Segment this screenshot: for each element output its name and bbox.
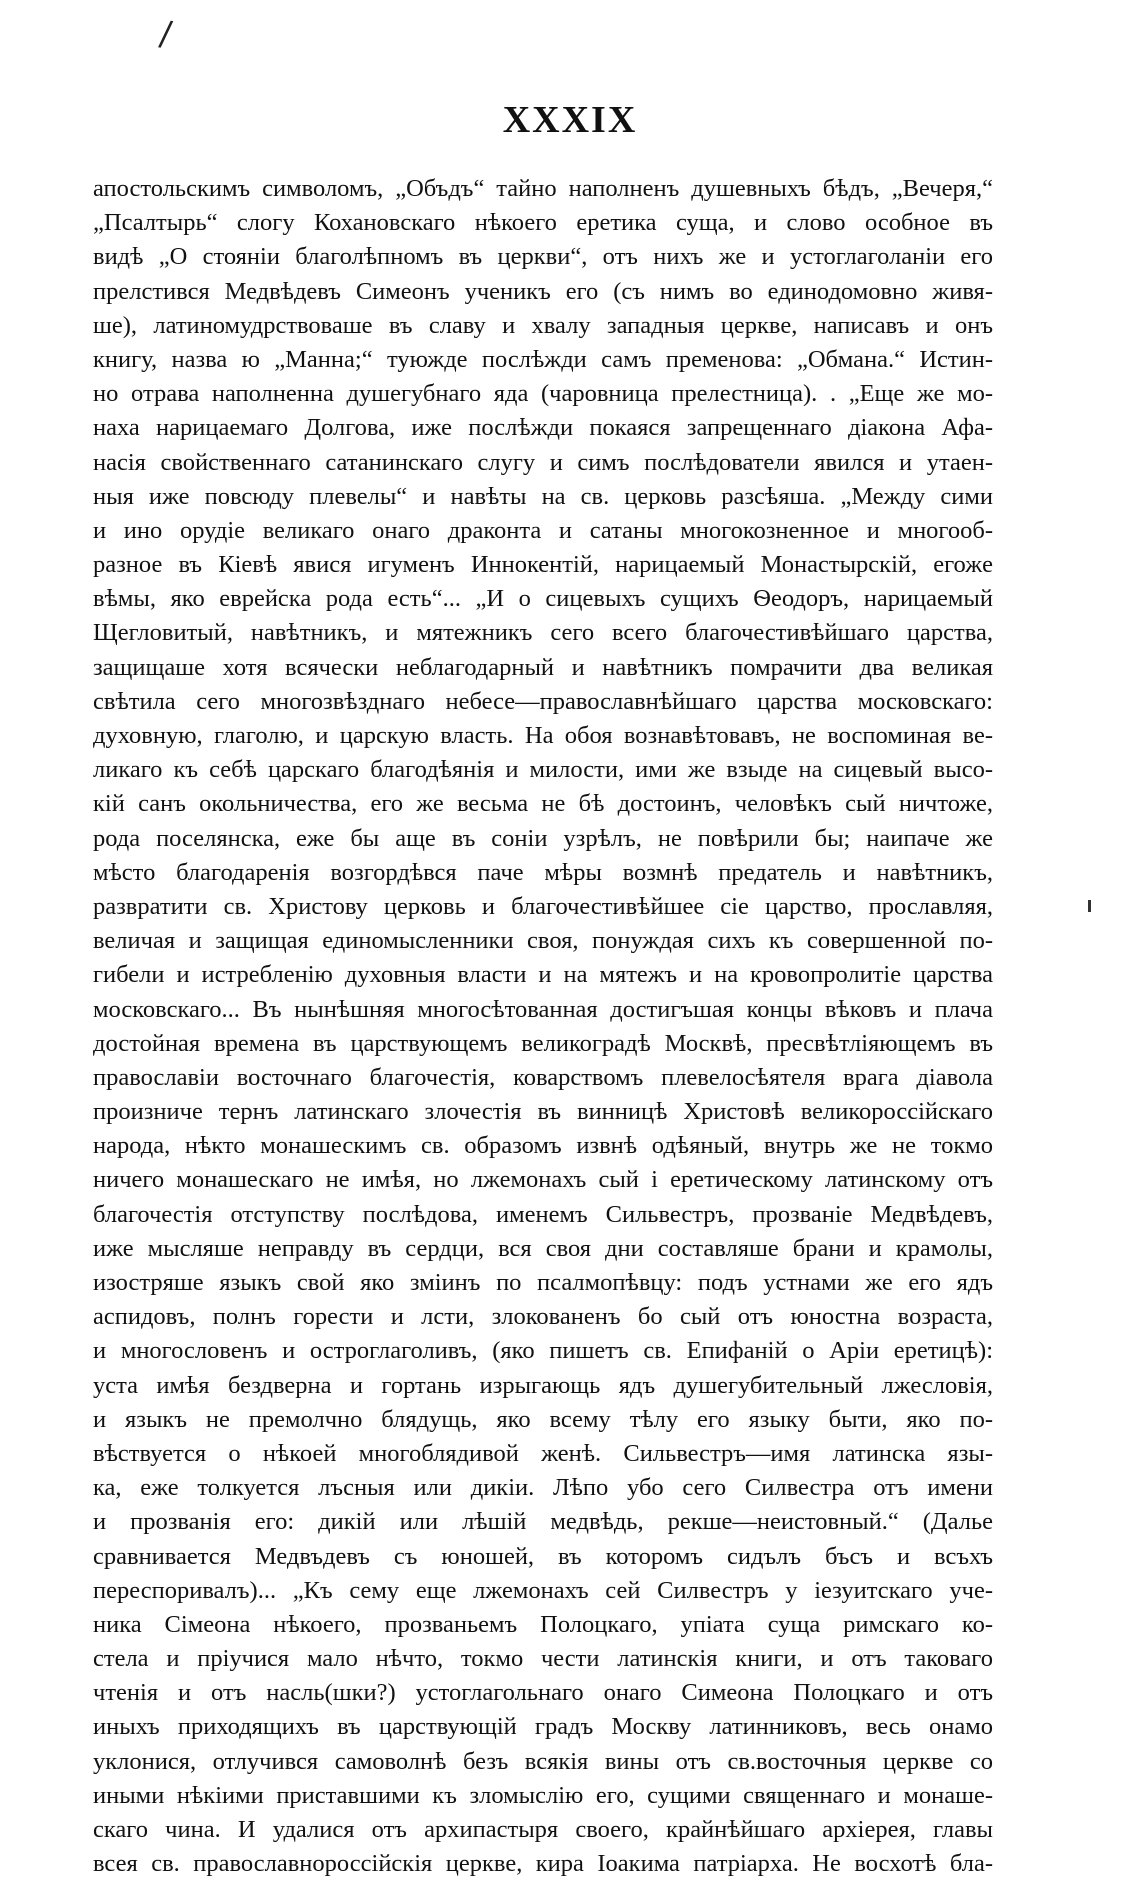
text-line: и многословенъ и остроглаголивъ, (яко пишетъ св. Епифаній о Аріи еретицѣ): — [93, 1337, 993, 1365]
text-line: всея св. православнороссійскія церкве, кира Іоакима патріарха. Не восхотѣ бла- — [93, 1850, 993, 1878]
text-line: рода поселянска, еже бы аще въ соніи узрѣлъ, не повѣрили бы; наипаче же — [93, 824, 993, 852]
stray-mark — [1088, 900, 1091, 912]
text-line: „Псалтырь“ слогу Кохановскаго нѣкоего еретика суща, и слово особное въ — [93, 209, 993, 237]
text-line: ше), латиномудрствоваше въ славу и хвалу западныя церкве, написавъ и онъ — [93, 311, 993, 339]
text-line: развратити св. Христову церковь и благочестивѣйшее сіе царство, прославляя, — [93, 892, 993, 920]
text-line: переспоривалъ)... „Къ сему еще лжемонахъ сей Силвестръ у іезуитскаго уче- — [93, 1576, 993, 1604]
text-line: ликаго къ себѣ царскаго благодѣянія и милости, ими же взыде на сицевый высо- — [93, 756, 993, 784]
text-line: скаго чина. И удалися отъ архипастыря своего, крайнѣйшаго архіерея, главы — [93, 1816, 993, 1843]
text-line: но отрава наполненна душегубнаго яда (чаровница прелестница). . „Еще же мо- — [93, 380, 993, 408]
text-line: кій санъ окольничества, его же весьма не бѣ достоинъ, человѣкъ сый ничтоже, — [93, 790, 993, 818]
text-line: гибели и истребленію духовныя власти и на мятежъ и на кровопролитіе царства — [93, 961, 993, 989]
text-line: мѣсто благодаренія возгордѣвся паче мѣры возмнѣ предатель и навѣтникъ, — [93, 858, 993, 886]
text-line: московскаго... Въ нынѣшняя многосѣтованная достигъшая концы вѣковъ и плача — [93, 995, 993, 1023]
text-line: иже мысляше неправду въ сердци, вся своя дни составляше брани и крамолы, — [93, 1234, 993, 1262]
text-line: народа, нѣкто монашескимъ св. образомъ извнѣ одѣяный, внутрь же не токмо — [93, 1132, 993, 1160]
text-line: видѣ „О стояніи благолѣпномъ въ церкви“, отъ нихъ же и устоглаголаніи его — [93, 243, 993, 271]
text-line: изостряше языкъ свой яко зміинъ по псалмопѣвцу: подъ устнами же его ядъ — [93, 1269, 993, 1296]
text-line: величая и защищая единомысленники своя, понуждая сихъ къ совершенной по- — [93, 927, 993, 955]
text-line: прелстився Медвѣдевъ Симеонъ ученикъ его (съ нимъ во единодомовно живя- — [93, 277, 993, 305]
text-line: ныя иже повсюду плевелы“ и навѣты на св. церковь разсѣяша. „Между сими — [93, 482, 993, 510]
text-line: свѣтила сего многозвѣзднаго небесе—православнѣйшаго царства московскаго: — [93, 687, 993, 715]
text-line: аспидовъ, полнъ горести и лсти, злокованенъ бо сый отъ юностна возраста, — [93, 1303, 993, 1331]
text-line: иныхъ приходящихъ въ царствующій градъ Москву латинниковъ, весь онамо — [93, 1713, 993, 1741]
text-line: вѣмы, яко еврейска рода есть“... „И о сицевыхъ сущихъ Ѳеодоръ, нарицаемый — [93, 585, 993, 613]
text-line: сравнивается Медвъдевъ съ юношей, въ которомъ сидълъ бъсъ и всъхъ — [93, 1542, 993, 1570]
text-line: стела и пріучися мало нѣчто, токмо чести латинскія книги, и отъ таковаго — [93, 1645, 993, 1673]
page-number: XXXIX — [502, 99, 638, 141]
text-line: и языкъ не премолчно блядущь, яко всему тѣлу его языку быти, яко по- — [93, 1405, 993, 1433]
text-line: ника Сімеона нѣкоего, прозваньемъ Полоцкаго, упіата суща римскаго ко- — [93, 1610, 993, 1638]
text-line: уста имѣя бездверна и гортань изрыгающь ядъ душегубительный лжесловія, — [93, 1371, 993, 1399]
text-line: наха нарицаемаго Долгова, иже послѣжди покаяся запрещеннаго діакона Афа- — [93, 414, 993, 442]
text-line: защищаше хотя всячески неблагодарный и навѣтникъ помрачити два великая — [93, 653, 993, 681]
text-line: чтенія и отъ насль(шки?) устоглагольнаго онаго Симеона Полоцкаго и отъ — [93, 1679, 993, 1707]
text-line: насія свойственнаго сатанинскаго слугу и симъ послѣдователи явился и утаен- — [93, 448, 993, 476]
text-line: уклонися, отлучився самоволнѣ безъ всякія вины отъ св.восточныя церкве со — [93, 1747, 993, 1775]
text-line: разное въ Кіевѣ явися игуменъ Иннокентій, нарицаемый Монастырскій, егожe — [93, 551, 993, 579]
text-line: духовную, глаголю, и царскую власть. На обоя вознавѣтовавъ, не воспоминая ве- — [93, 722, 993, 749]
text-line: достойная времена въ царствующемъ великоградѣ Москвѣ, пресвѣтліяющемъ въ — [93, 1029, 993, 1057]
text-line: ничего монашескаго не имѣя, но лжемонахъ сый і еретическому латинскому отъ — [93, 1166, 993, 1194]
text-line: Щегловитый, навѣтникъ, и мятежникъ сего всего благочестивѣйшаго царства, — [93, 619, 993, 647]
body-text — [93, 172, 993, 1881]
text-line: ка, еже толкуется лъсныя или дикіи. Лѣпо убо сего Силвестра отъ имени — [93, 1474, 993, 1502]
text-line: произниче тернъ латинскаго злочестія въ винницѣ Христовѣ великороссійскаго — [93, 1098, 993, 1126]
text-line: православіи восточнаго благочестія, коварствомъ плевелосѣятеля врага діавола — [93, 1063, 993, 1091]
text-line: и прозванія его: дикій или лѣшій медвѣдь, рекше—неистовный.“ (Далье — [93, 1508, 993, 1536]
text-line: книгу, назва ю „Манна;“ туюжде послѣжди самъ пременова: „Обмана.“ Истин- — [93, 345, 993, 373]
text-line: и ино орудіе великаго онаго драконта и сатаны многокозненное и многооб- — [93, 516, 993, 544]
page-corner-mark: / — [157, 13, 175, 55]
text-line: вѣствуется о нѣкоей многоблядивой женѣ. Сильвестръ—имя латинска язы- — [93, 1439, 993, 1467]
text-line: иными нѣкіими приставшими къ зломыслію его, сущими священнаго и монаше- — [93, 1781, 993, 1809]
text-line: апостольскимъ символомъ, „Объдъ“ тайно наполненъ душевныхъ бѣдъ, „Вечеря,“ — [93, 175, 993, 202]
text-line: благочестія отступству послѣдова, именемъ Сильвестръ, прозваніе Медвѣдевъ, — [93, 1200, 993, 1228]
